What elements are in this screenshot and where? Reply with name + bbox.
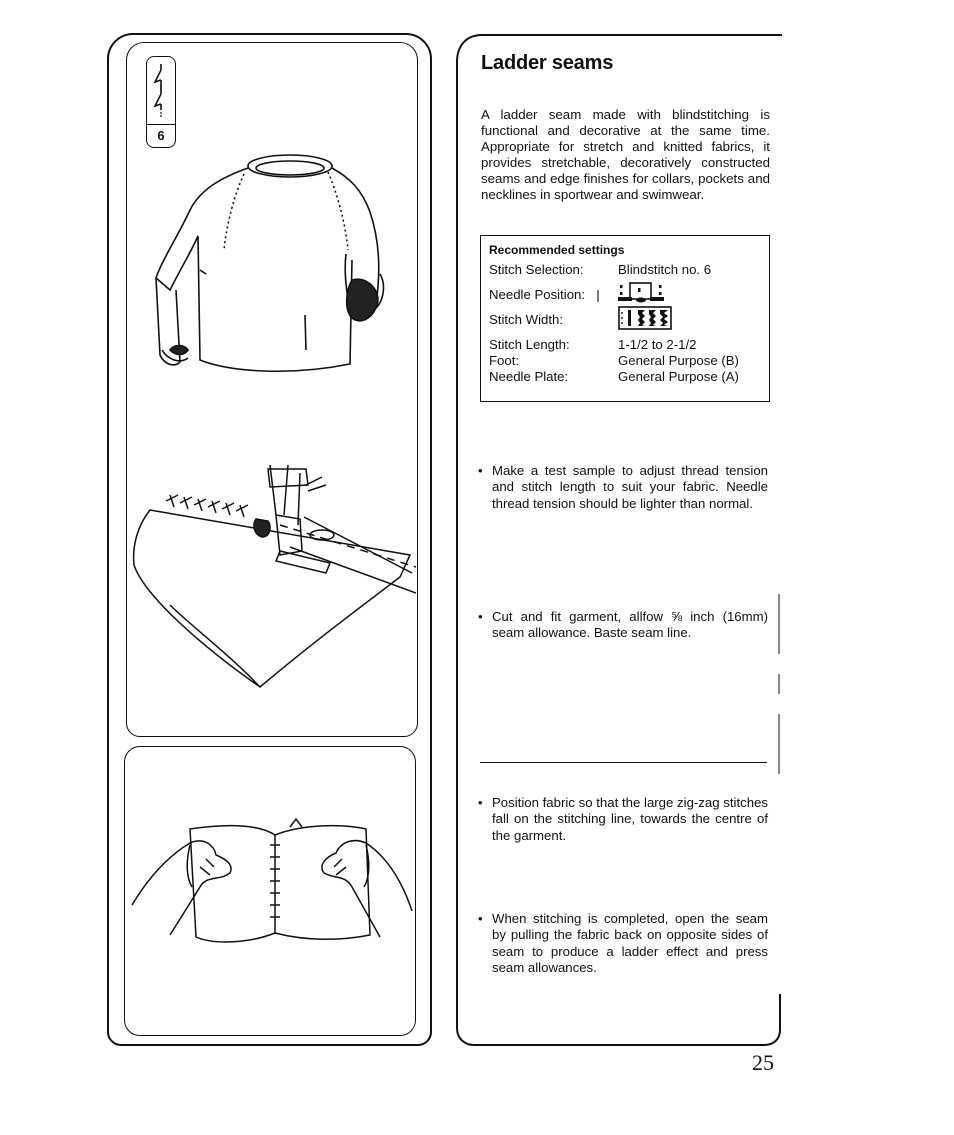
instruction-text: When stitching is completed, open the seam by pulling the fabric back on opposite sides of seam to produce a ladder effect and press seam allowances. [492,911,768,975]
blindstitch-pattern-icon [146,60,176,122]
setting-label: Stitch Selection: [489,262,584,277]
stitch-width-icon [618,306,672,330]
section-divider [480,762,767,763]
setting-label: Needle Plate: [489,369,569,384]
page-number: 25 [752,1050,774,1075]
needle-position-icon [596,282,672,304]
instruction-item [478,911,768,976]
setting-value: General Purpose (A) [618,369,739,384]
instruction-text: Cut and fit garment, allfow ⅝ inch (16mm) seam allowance. Baste seam line. [492,609,768,641]
instruction-item [478,609,768,642]
setting-label: Foot: [489,353,520,368]
intro-paragraph: A ladder seam made with blindstitching is functional and decorative at the same time. Appropriate for stretch and knitted fabrics, it provides stretchable, decoratively constructed seams and edge finishes for collars, pockets and necklines in sportwear and swimwear. [481,107,770,202]
bullet-marker: • [478,795,483,810]
sweatshirt-illustration [140,150,390,400]
bullet-marker: • [478,911,483,926]
page-title: Ladder seams [481,52,614,74]
bullet-marker: • [478,609,483,624]
setting-label: Stitch Width: [489,312,564,327]
instruction-item [478,795,768,844]
bullet-marker: • [478,463,483,478]
setting-value: 1-1/2 to 2-1/2 [618,337,697,352]
setting-label: Stitch Length: [489,337,570,352]
instruction-text: Make a test sample to adjust thread tension and stitch length to suit your fabric. Needle thread tension should be lighter than normal. [492,463,768,511]
sewing-machine-foot-illustration [130,455,416,695]
stitch-number: 6 [157,128,165,143]
setting-value: Blindstitch no. 6 [618,262,712,277]
setting-label: Needle Position: [489,287,586,302]
setting-value: General Purpose (B) [618,353,739,368]
settings-heading: Recommended settings [489,243,625,257]
instruction-text: Position fabric so that the large zig-zag stitches fall on the stitching line, towards the centre of the garment. [492,795,768,843]
instruction-item [478,463,768,512]
hands-opening-seam-illustration [130,815,414,955]
badge-divider [146,124,176,125]
